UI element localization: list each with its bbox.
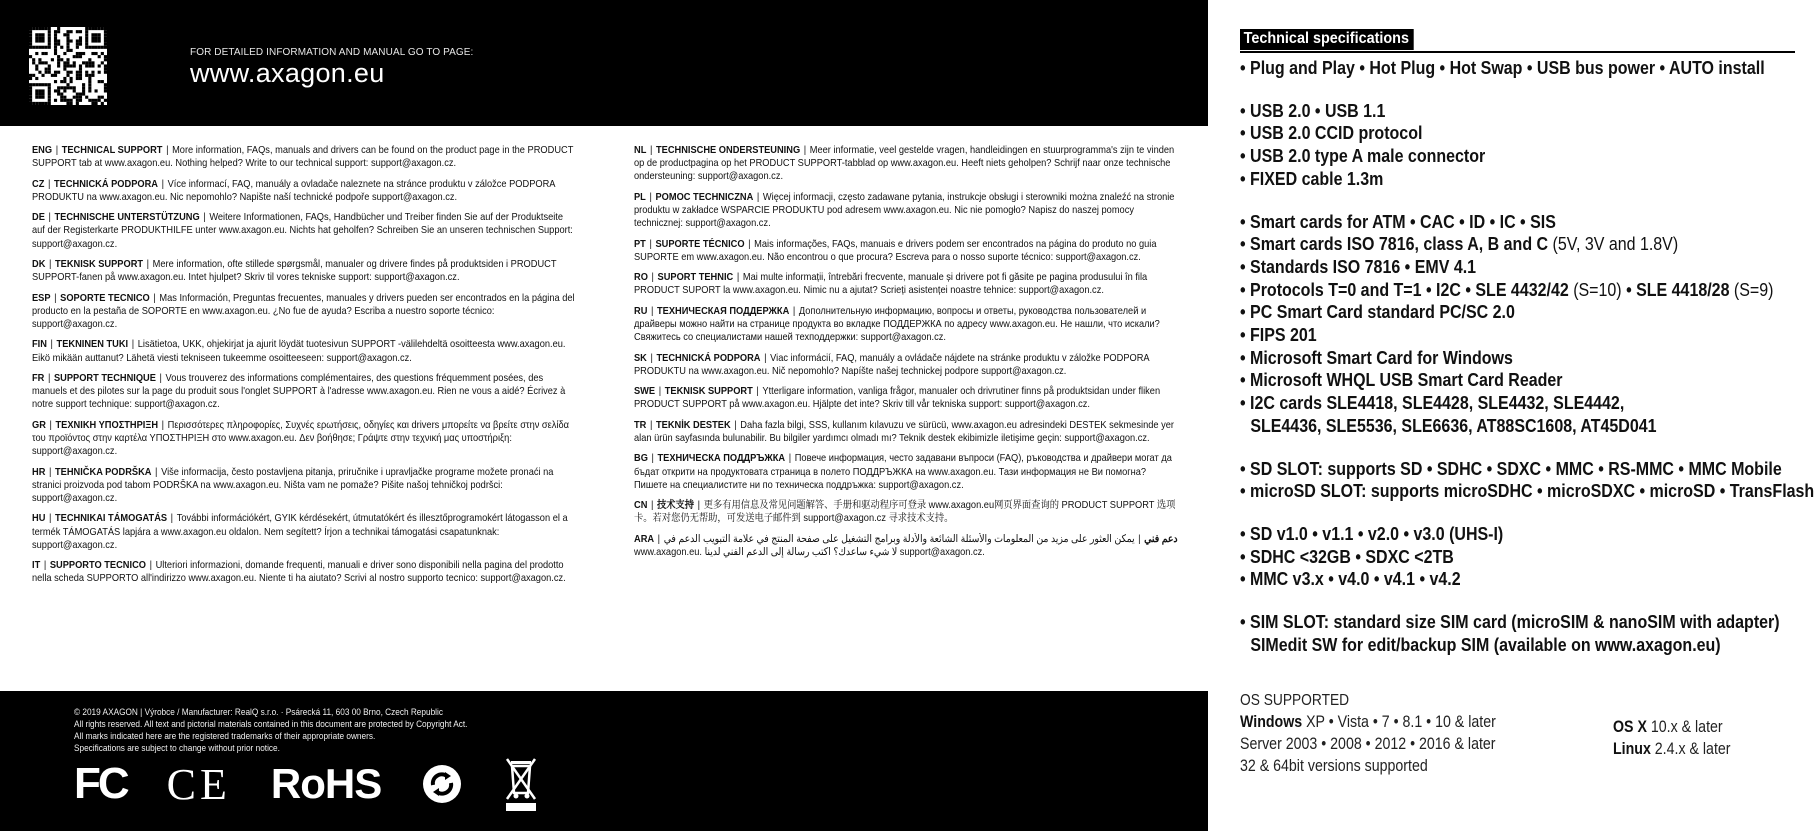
support-entry-gr [32, 419, 577, 459]
support-text: Lisätietoa, UKK, ohjekirjat ja ajurit löydät tuotesivun SUPPORT -välilehdeltä osoitteesta www.axagon.eu. Eikö mikään auttanut? Lähetä viesti tekniseen tukeemme osoitteeseen: support@axagon.cz. [32, 339, 566, 364]
support-entry-dk [32, 258, 577, 284]
spec-line [1240, 611, 1790, 634]
os-server: Server 2003 • 2008 • 2012 • 2016 & later [1240, 735, 1496, 753]
language-code: CN [634, 500, 648, 512]
separator: | [48, 513, 52, 525]
spec-text: • USB 2.0 type A male connector [1240, 145, 1486, 167]
support-text: Weitere Informationen, FAQs, Handbücher und Treiber finden Sie auf der Produktseite auf der Registerkarte PRODUKTHILFE unter www.axagon.eu. Nichts hat geholfen? Schreiben Sie an unseren technischen Support: support@axagon.cz. [32, 212, 573, 250]
support-text: További információkért, GYIK kérdésekért, útmutatókért és illesztőprogramokért látogasson el a termék TÁMOGATÁS lapjára a www.axagon.eu oldalon. Nem segített? Írjon a technikai támogatási csapatunknak: support@axagon.cz. [32, 513, 568, 551]
support-entry-ru [634, 305, 1179, 345]
support-text: Περισσότερες πληροφορίες, Συχνές ερωτήσεις, οδηγίες και drivers μπορείτε να βρείτε στην σελίδα του προϊόντος στην καρτέλα ΥΠΟΣΤΗΡΙΞΗ στο www.axagon.eu. Δεν βοήθησε; Γράψτε στην τεχνική μας υποστήριξη: support@axagon.cz. [32, 419, 570, 458]
separator: | [146, 258, 150, 270]
separator: | [792, 305, 796, 317]
separator: | [47, 178, 51, 190]
language-code: RO [634, 272, 648, 284]
support-entry-hu [32, 512, 577, 552]
spec-text: • MMC v3.x • v4.0 • v4.1 • v4.2 [1240, 568, 1461, 590]
language-code: TR [634, 419, 647, 431]
language-code: ESP [32, 292, 51, 304]
separator: | [49, 419, 52, 431]
support-entry-sk [634, 352, 1179, 378]
os-windows-versions: XP • Vista • 7 • 8.1 • 10 & later [1302, 713, 1496, 731]
spec-group [1240, 100, 1790, 191]
support-title: TEKNİK DESTEK [655, 419, 731, 431]
support-entry-swe [634, 385, 1179, 411]
copyright-line: © 2019 AXAGON | Výrobce / Manufacturer: RealQ s.r.o. · Psárecká 11, 603 00 Brno, Czech Republic [74, 706, 443, 717]
separator: | [54, 292, 57, 304]
spec-line [1240, 122, 1790, 145]
language-code: ENG [32, 145, 53, 156]
separator: | [734, 419, 737, 431]
language-code: DK [32, 258, 46, 270]
separator: | [736, 272, 740, 284]
spec-heading: Technical specifications [1240, 29, 1413, 50]
spec-group [1240, 57, 1790, 80]
language-code: FIN [32, 339, 47, 351]
support-text: Ytterligare information, vanliga frågor, manualer och drivrutiner finns på produktsidan under fliken PRODUCT SUPPORT på www.axagon.eu. Hjälpte det inte? Skriv till vår tekniska support: support@axagon.cz. [634, 386, 1161, 411]
separator: | [649, 238, 652, 250]
spec-line [1240, 523, 1790, 546]
support-title: TEKNISK SUPPORT [55, 258, 144, 270]
support-text: Meer informatie, veel gestelde vragen, handleidingen en stuurprogramma's zijn te vinden op de productpagina op het PRODUCT SUPPORT-tabblad op www.axagon.eu. Heeft niets geholpen? Schrijf naar onze technische ondersteuning: support@axagon.cz. [634, 145, 1175, 183]
spec-text: • SIM SLOT: standard size SIM card (microSIM & nanoSIM with adapter) [1240, 611, 1780, 633]
language-code: SK [634, 352, 647, 364]
language-code: BG [634, 453, 648, 465]
spec-line [1240, 324, 1790, 347]
spec-line [1240, 415, 1790, 438]
support-entry-ro [634, 271, 1179, 297]
os-bits: 32 & 64bit versions supported [1240, 757, 1428, 775]
spec-line [1240, 634, 1790, 657]
support-text: Дополнительную информацию, вопросы и ответы, руководства пользователей и драйверы можно найти на странице продукта во вкладке ПОДДЕРЖКА по адресу www.axagon.eu. Не нашли, что искали? Свяжитесь со специалистами нашей техподдержки: support@axagon.cz. [634, 305, 1160, 344]
support-title: SUPORTE TÉCNICO [655, 238, 745, 250]
separator: | [650, 500, 654, 512]
spec-heading-row [1240, 29, 1795, 53]
separator: | [650, 305, 654, 317]
support-title: SUPORT TEHNIC [657, 272, 734, 284]
copyright-line: All marks indicated here are the registered trademarks of their appropriate owners. [74, 730, 376, 742]
website-block [190, 47, 473, 88]
separator: | [657, 533, 661, 545]
spec-line [1240, 168, 1790, 191]
spec-text: • USB 2.0 • USB 1.1 [1240, 99, 1386, 121]
os-windows-name: Windows [1240, 713, 1303, 731]
os-osx [1613, 716, 1731, 738]
separator: | [803, 145, 807, 156]
ce-logo: CE [166, 759, 231, 809]
support-title: ΤΕΧΝΙΚΗ ΥΠΟΣΤΗΡΙΞΗ [55, 419, 159, 431]
spec-text: SIMedit SW for edit/backup SIM (available on www.axagon.eu) [1250, 633, 1721, 655]
language-code: HU [32, 513, 46, 525]
spec-line [1240, 145, 1790, 168]
support-title: TECHNICKÁ PODPORA [656, 352, 761, 364]
support-text: Więcej informacji, często zadawane pytania, instrukcje obsługi i sterowniki można znaleźć na stronie produktu w zakładce WSPARCIE PRODUKTU pod adresem www.axagon.eu. Nic nie pomogło? Napisz do naszej pomocy technicznej: support@axagon.cz. [634, 191, 1175, 230]
spec-text: • USB 2.0 CCID protocol [1240, 122, 1423, 144]
support-title: TECHNIKAI TÁMOGATÁS [55, 513, 168, 525]
spec-text: • Microsoft Smart Card for Windows [1240, 346, 1513, 368]
spec-text: • FIPS 201 [1240, 324, 1317, 346]
support-title: SOPORTE TECNICO [60, 292, 150, 304]
separator: | [55, 145, 59, 156]
separator: | [50, 339, 53, 351]
separator: | [170, 513, 174, 525]
separator: | [203, 212, 206, 224]
os-osx-name: OS X [1613, 718, 1647, 736]
spec-text: SLE4436, SLE5536, SLE6636, AT88SC1608, AT45D041 [1250, 414, 1657, 436]
copyright-block [74, 706, 532, 754]
support-text: Viac informácií, FAQ, manuály a ovládače nájdete na stránke produktu v záložke PODPORA PRODUKTU na www.axagon.eu. Nič nepomohlo? Napíšte našej technickej podpore support@axagon.cz. [634, 352, 1150, 377]
language-code: FR [32, 372, 45, 384]
copyright-line: All rights reserved. All text and pictorial materials contained in this document are protected by Copyright Act. [74, 718, 468, 730]
separator: | [1138, 533, 1141, 545]
spec-line [1240, 392, 1790, 415]
spec-line [1240, 57, 1790, 80]
language-code: NL [634, 145, 647, 156]
support-entry-cn [634, 499, 1179, 525]
separator: | [131, 339, 135, 351]
spec-text: • Plug and Play • Hot Plug • Hot Swap • USB bus power • AUTO install [1240, 57, 1765, 78]
spec-line [1240, 301, 1790, 324]
technical-specifications-panel [1208, 0, 1816, 831]
separator: | [748, 238, 751, 250]
spec-group [1240, 211, 1790, 438]
separator: | [166, 145, 169, 156]
weee-bin-icon [503, 755, 539, 813]
separator: | [48, 258, 52, 270]
spec-note: (S=10) [1568, 278, 1627, 300]
support-entry-fr [32, 372, 577, 412]
spec-line [1240, 347, 1790, 370]
support-text: يمكن العثور على مزيد من المعلومات والأسئلة الشائعة والأدلة وبرامج التشغيل على صفحة المنتج في علامة التبويب الدعم في www.axagon.eu. لا شيء ساعدك؟ اكتب رسالة إلى الدعم الفني لدينا support@axagon.cz. [634, 533, 1135, 558]
website-link[interactable]: www.axagon.eu [190, 58, 385, 88]
spec-line [1240, 369, 1790, 392]
spec-text: • SD SLOT: supports SD • SDHC • SDXC • MMC • RS-MMC • MMC Mobile [1240, 457, 1782, 479]
support-title: دعم فني [1144, 533, 1178, 545]
spec-text: • Smart cards ISO 7816, class A, B and C [1240, 233, 1549, 255]
separator: | [153, 292, 156, 304]
spec-text: • SDHC <32GB • SDXC <2TB [1240, 545, 1454, 567]
support-text: Daha fazla bilgi, SSS, kullanım kılavuzu ve sürücü, www.axagon.eu adresindeki DESTEK sekmesinde yer alan ürün sayfasında bulunabilir. Bu bilgiler yardımcı olmadı mı? Teknik destek ekibimizle iletişime geçin: support@axagon.cz. [634, 419, 1174, 444]
support-entry-fin [32, 338, 577, 364]
spec-line [1240, 211, 1790, 234]
support-column-left [32, 144, 580, 593]
spec-text: • Protocols T=0 and T=1 • I2C • SLE 4432/42 [1240, 278, 1569, 300]
website-label: FOR DETAILED INFORMATION AND MANUAL GO TO PAGE: [190, 47, 474, 58]
support-entry-tr [634, 419, 1179, 445]
os-osx-versions: 10.x & later [1646, 718, 1723, 736]
support-text: Více informací, FAQ, manuály a ovladače naleznete na stránce produktu v záložce PODPORA PRODUKTU na www.axagon.eu. Nic nepomohlo? Napište naší technické podpoře support@axagon.cz. [32, 178, 555, 203]
spec-group [1240, 523, 1790, 591]
support-entry-hr [32, 466, 577, 506]
spec-group [1240, 457, 1815, 503]
support-title: ТЕХНИЧЕСКА ПОДДРЪЖКА [657, 453, 786, 465]
support-text: Vous trouverez des informations complémentaires, des questions fréquemment posées, des manuels et des pilotes sur la page du produit sous l'onglet SUPPORT à l'adresse www.axagon.eu. Rien ne vous a aidé? Écrivez à notre support technique: support@axagon.cz. [32, 372, 566, 411]
qr-code[interactable] [29, 27, 107, 105]
support-column-right [634, 144, 1182, 566]
spec-text: • SLE 4418/28 [1626, 278, 1730, 300]
spec-line [1240, 546, 1790, 569]
support-title: TECHNISCHE UNTERSTÜTZUNG [54, 212, 200, 224]
spec-text: • Standards ISO 7816 • EMV 4.1 [1240, 255, 1477, 277]
support-entry-pt [634, 238, 1179, 264]
separator: | [161, 419, 165, 431]
support-text: Повече информация, често задавани въпроси (FAQ), ръководства и драйвери могат да бъдат открити на продуктовата страница в полето ПОДДРЪЖКА на www.axagon.eu. Тази информация не Ви помогна? Пишете на специалистите ни по техническа поддръжка: support@axagon.cz. [634, 453, 1172, 491]
support-title: 技术支持 [657, 500, 695, 512]
spec-note: (S=9) [1729, 278, 1774, 300]
support-text: Mere information, ofte stillede spørgsmål, manualer og drivere findes på produktsiden i PRODUCT SUPPORT-fanen på www.axagon.eu. Intet hjulpet? Skriv til vores tekniske support: support@axagon.cz. [32, 258, 557, 284]
footer-band [0, 691, 1208, 831]
separator: | [161, 178, 165, 190]
support-entry-nl [634, 144, 1179, 184]
os-other-block [1613, 716, 1731, 760]
support-entry-pl [634, 191, 1179, 231]
language-code: PL [634, 191, 646, 203]
spec-list [1240, 57, 1815, 676]
recycle-icon [421, 763, 463, 805]
copyright-line: Specifications are subject to change without prior notice. [74, 742, 280, 754]
support-text: Mai multe informații, întrebări frecvente, manuale și drivere pot fi găsite pe pagina produsului în fila PRODUCT SUPORT la www.axagon.eu. Nimic nu a ajutat? Scrieți asistenței noastre tehnice: support@axagon.cz. [634, 272, 1148, 297]
support-title: TECHNICKÁ PODPORA [53, 178, 158, 190]
support-title: TEKNISK SUPPORT [664, 386, 753, 398]
separator: | [658, 386, 662, 398]
separator: | [649, 145, 653, 156]
spec-line [1240, 279, 1790, 302]
os-linux-versions: 2.4.x & later [1650, 740, 1731, 758]
spec-text: • PC Smart Card standard PC/SC 2.0 [1240, 301, 1515, 323]
language-code: SWE [634, 386, 656, 398]
spec-line [1240, 458, 1790, 481]
header-band [0, 0, 1208, 126]
spec-line [1240, 256, 1790, 279]
spec-line [1240, 568, 1790, 591]
support-text: More information, FAQs, manuals and drivers can be found on the product page in the PRODUCT SUPPORT tab at www.axagon.eu. Nothing helped? Write to our technical support: support@axagon.cz. [32, 145, 574, 170]
language-code: ARA [634, 533, 655, 545]
support-entry-it [32, 559, 577, 585]
separator: | [48, 466, 52, 478]
fcc-logo: FC [74, 759, 127, 808]
support-entry-eng [32, 144, 577, 170]
support-text: Ulteriori informazioni, domande frequenti, manuali e driver sono disponibili nella pagina del prodotto nella scheda SUPPORTO all'indirizzo www.axagon.eu. Niente ti ha aiutato? Scrivi al nostro supporto tecnico: support@axagon.cz. [32, 560, 566, 585]
support-text: 更多有用信息及常见问题解答、手册和驱动程序可登录 www.axagon.eu网页界面查询的 PRODUCT SUPPORT 选项卡。若对您仍无帮助，可发送电子邮件到 support@axagon.cz 寻求技术支持。 [634, 500, 1176, 525]
support-title: TEHNIČKA PODRŠKA [55, 466, 152, 478]
support-entry-ara [634, 533, 1179, 559]
support-text: Mas Información, Preguntas frecuentes, manuales y drivers pueden ser encontrados en la página del producto en la pestaña de SOPORTE en www.axagon.eu. ¿No fue de ayuda? Escriba a nuestro soporte técnico: support@axagon.cz. [32, 292, 575, 330]
language-code: GR [32, 419, 46, 431]
separator: | [159, 372, 162, 384]
support-title: POMOC TECHNICZNA [655, 191, 754, 203]
support-entry-cz [32, 178, 577, 204]
support-title: SUPPORTO TECNICO [49, 560, 146, 572]
language-code: IT [32, 560, 41, 572]
support-title: TEKNINEN TUKI [56, 339, 129, 351]
support-title: TECHNICAL SUPPORT [61, 145, 163, 156]
separator: | [155, 466, 158, 478]
support-text: Više informacija, često postavljena pitanja, priručnike i upravljačke programe možete pronaći na stranici proizvoda pod tabom PODRŠKA na www.axagon.eu. Ništa vam ne pomaže? Pišite našoj tehničkoj podršci: support@axagon.cz. [32, 466, 554, 504]
spec-group [1240, 611, 1790, 656]
support-title: SUPPORT TECHNIQUE [53, 372, 156, 384]
separator: | [43, 560, 47, 572]
os-title: OS SUPPORTED [1240, 692, 1350, 709]
language-code: CZ [32, 178, 45, 190]
spec-line [1240, 480, 1815, 503]
support-text: Mais informações, FAQs, manuais e drivers podem ser encontrados na página do produto no guia SUPORTE em www.axagon.eu. Não encontrou o que procura? Escreva para o nosso suporte técnico: support@axagon.cz. [634, 238, 1157, 263]
separator: | [149, 560, 152, 572]
spec-text: • I2C cards SLE4418, SLE4428, SLE4432, SLE4442, [1240, 392, 1625, 414]
separator: | [651, 453, 654, 465]
support-entry-de [32, 211, 577, 251]
support-title: TECHNISCHE ONDERSTEUNING [655, 145, 801, 156]
separator: | [697, 500, 701, 512]
separator: | [651, 272, 654, 284]
spec-text: • SD v1.0 • v1.1 • v2.0 • v3.0 (UHS-I) [1240, 522, 1504, 544]
spec-line [1240, 233, 1790, 256]
os-linux [1613, 738, 1731, 760]
certification-logos [74, 749, 539, 819]
support-entry-esp [32, 292, 577, 332]
rohs-logo: RoHS [270, 760, 382, 807]
spec-text: • Microsoft WHQL USB Smart Card Reader [1240, 369, 1563, 391]
separator: | [650, 352, 653, 364]
separator: | [649, 419, 653, 431]
separator: | [788, 453, 792, 465]
support-title: ТЕХНИЧЕСКАЯ ПОДДЕРЖКА [657, 305, 790, 317]
os-linux-name: Linux [1613, 740, 1651, 758]
spec-line [1240, 100, 1790, 123]
support-entry-bg [634, 452, 1179, 492]
spec-text: • Smart cards for ATM • CAC • ID • IC • SIS [1240, 210, 1556, 232]
separator: | [47, 372, 51, 384]
language-code: RU [634, 305, 648, 317]
spec-text: • microSD SLOT: supports microSDHC • microSDXC • microSD • TransFlash [1240, 480, 1815, 502]
separator: | [756, 191, 760, 203]
language-code: PT [634, 238, 646, 250]
language-code: HR [32, 466, 46, 478]
separator: | [48, 212, 51, 224]
spec-note: (5V, 3V and 1.8V) [1548, 233, 1679, 255]
separator: | [756, 386, 759, 398]
language-code: DE [32, 212, 45, 224]
separator: | [764, 352, 767, 364]
separator: | [649, 191, 652, 203]
spec-text: • FIXED cable 1.3m [1240, 167, 1384, 189]
